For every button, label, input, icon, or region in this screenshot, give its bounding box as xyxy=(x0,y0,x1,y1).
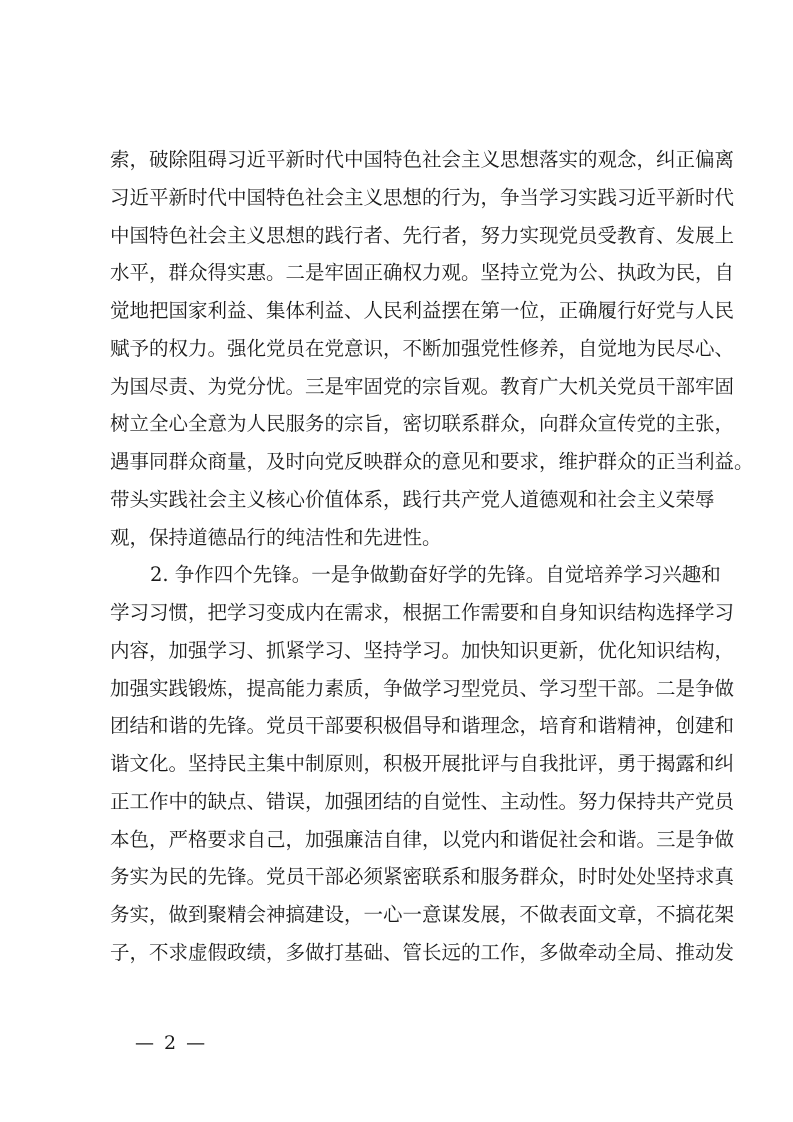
section-heading-line: 2. 争作四个先锋。一是争做勤奋好学的先锋。自觉培养学习兴趣和 xyxy=(150,563,721,587)
text-line: 学习习惯，把学习变成内在需求，根据工作需要和自身知识结构选择学习 xyxy=(110,601,735,624)
text-line: 赋予的权力。强化党员在党意识，不断加强党性修养，自觉地为民尽心、 xyxy=(110,336,735,360)
document-body xyxy=(110,141,754,972)
text-line: 带头实践社会主义核心价值体系，践行共产党人道德观和社会主义荣辱 xyxy=(110,487,715,511)
text-line: 子，不求虚假政绩，多做打基础、管长远的工作，多做牵动全局、推动发 xyxy=(110,940,735,964)
text-line: 务实为民的先锋。党员干部必须紧密联系和服务群众，时时处处坚持求真 xyxy=(110,865,735,889)
page-number: — 2 — xyxy=(135,1032,208,1054)
text-line: 加强实践锻炼，提高能力素质，争做学习型党员、学习型干部。二是争做 xyxy=(110,676,735,700)
text-line: 水平，群众得实惠。二是牢固正确权力观。坚持立党为公、执政为民，自 xyxy=(110,261,735,285)
text-line: 务实，做到聚精会神搞建设，一心一意谋发展，不做表面文章，不搞花架 xyxy=(110,903,735,926)
text-line: 正工作中的缺点、错误，加强团结的自觉性、主动性。努力保持共产党员 xyxy=(110,789,735,813)
text-line: 谐文化。坚持民主集中制原则，积极开展批评与自我批评，勇于揭露和纠 xyxy=(110,752,735,775)
text-line: 觉地把国家利益、集体利益、人民利益摆在第一位，正确履行好党与人民 xyxy=(110,299,735,322)
text-line: 树立全心全意为人民服务的宗旨，密切联系群众，向群众宣传党的主张， xyxy=(110,412,735,436)
text-line: 为国尽责、为党分忧。三是牢固党的宗旨观。教育广大机关党员干部牢固 xyxy=(110,374,735,398)
text-line: 团结和谐的先锋。党员干部要积极倡导和谐理念，培育和谐精神，创建和 xyxy=(110,714,735,738)
text-line: 中国特色社会主义思想的践行者、先行者，努力实现党员受教育、发展上 xyxy=(110,223,735,247)
text-line: 内容，加强学习、抓紧学习、坚持学习。加快知识更新，优化知识结构， xyxy=(110,638,735,662)
text-line: 索，破除阻碍习近平新时代中国特色社会主义思想落实的观念，纠正偏离 xyxy=(110,148,735,171)
text-line: 观，保持道德品行的纯洁性和先进性。 xyxy=(110,525,442,549)
text-line: 习近平新时代中国特色社会主义思想的行为，争当学习实践习近平新时代 xyxy=(110,185,735,209)
text-line: 遇事同群众商量，及时向党反映群众的意见和要求，维护群众的正当利益。 xyxy=(110,450,754,473)
text-line: 本色，严格要求自己，加强廉洁自律，以党内和谐促社会和谐。三是争做 xyxy=(110,827,735,851)
